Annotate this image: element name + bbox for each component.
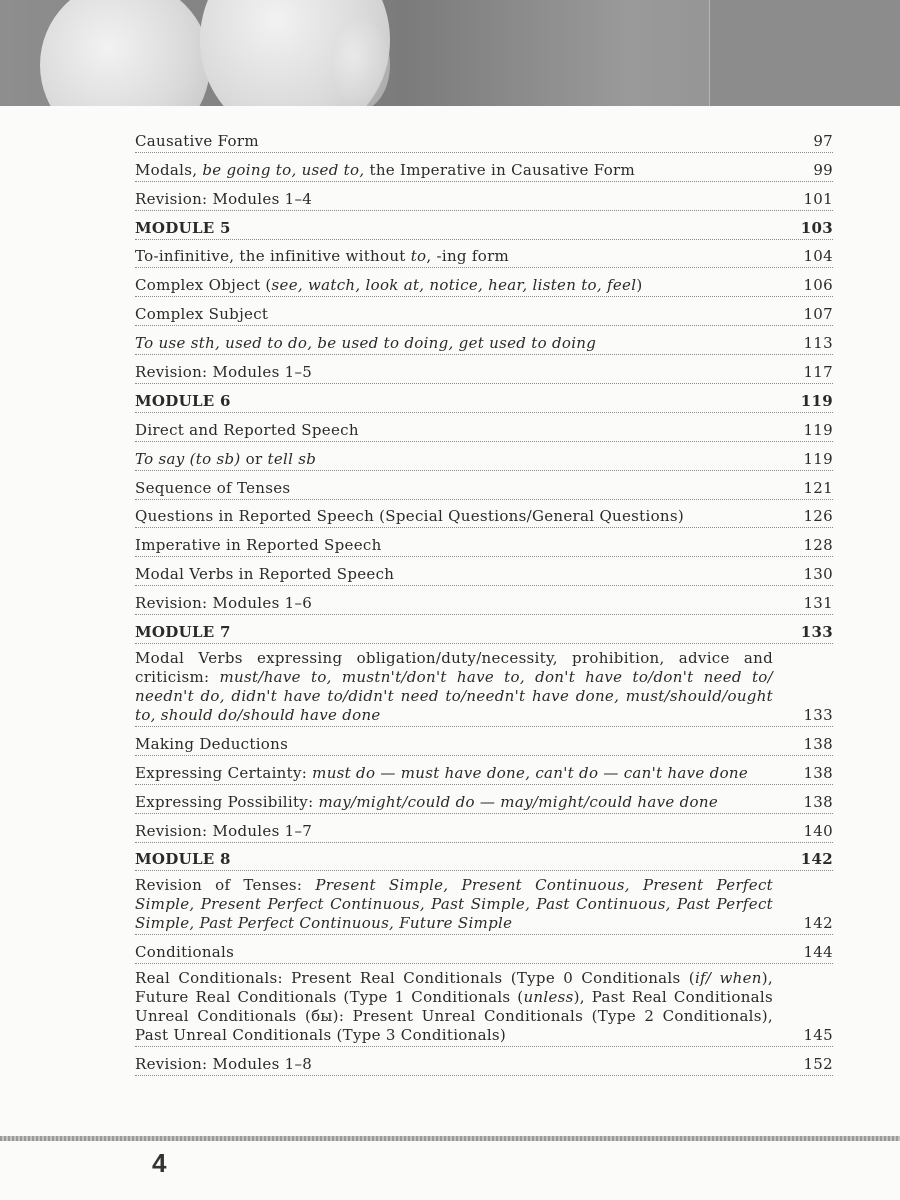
toc-entry — [135, 471, 833, 500]
toc-module-heading — [135, 615, 833, 644]
toc-page-number: 103 — [800, 218, 833, 237]
toc-entry-text: or — [240, 449, 268, 468]
toc-entry-title — [135, 969, 793, 1045]
toc-entry-title — [135, 536, 793, 555]
toc-entry — [135, 528, 833, 557]
toc-entry — [135, 586, 833, 615]
toc-page-number: 140 — [803, 821, 833, 840]
toc-entry-title — [135, 649, 793, 725]
toc-entry-italic-text: be going to, used to, — [202, 160, 365, 179]
toc-entry-italic-text: tell sb — [267, 449, 317, 468]
toc-entry — [135, 326, 833, 355]
toc-entry-text: MODULE 6 — [135, 391, 231, 410]
toc-page-number: 117 — [803, 363, 833, 382]
toc-entry-title — [135, 161, 793, 180]
toc-entry-text: Revision: Modules 1–6 — [135, 594, 313, 613]
toc-entry — [135, 413, 833, 442]
toc-entry-title — [135, 190, 793, 209]
toc-entry-text: Modals, — [135, 160, 203, 179]
toc-page-number: 138 — [803, 763, 833, 782]
toc-entry-text: ), Past Real Conditionals Unreal Conditionals (бы): Present Unreal Conditionals (Type 2 Conditionals), Past Unreal Conditionals (Type 3 Conditionals) — [135, 988, 773, 1045]
toc-entry-text: Questions in Reported Speech (Special Questions/General Questions) — [135, 507, 685, 526]
toc-page-number: 144 — [803, 943, 833, 962]
toc-entry — [135, 297, 833, 326]
toc-page-number: 104 — [803, 247, 833, 266]
toc-page-number: 131 — [803, 594, 833, 613]
toc-page-number: 107 — [803, 305, 833, 324]
toc-page-number: 126 — [803, 507, 833, 526]
toc-entry-text: Conditionals — [135, 943, 235, 962]
toc-entry-text: the Imperative in Causative Form — [364, 160, 636, 179]
toc-entry-title — [135, 793, 793, 812]
toc-entry-text: Revision: Modules 1–5 — [135, 363, 313, 382]
toc-page-number: 138 — [803, 734, 833, 753]
toc-page-number: 119 — [800, 391, 833, 410]
toc-page-number: 119 — [803, 449, 833, 468]
toc-entry-text: Imperative in Reported Speech — [135, 536, 382, 555]
toc-entry-title — [135, 363, 793, 382]
toc-page-number: 128 — [803, 536, 833, 555]
toc-entry — [135, 727, 833, 756]
toc-entry-title — [135, 876, 793, 933]
toc-entry-title — [135, 392, 793, 411]
toc-entry-title — [135, 219, 793, 238]
toc-entry — [135, 935, 833, 964]
toc-page-number: 106 — [803, 276, 833, 295]
page-number: 4 — [152, 1148, 167, 1178]
header-photo-band — [0, 0, 900, 106]
toc-entry-text: Causative Form — [135, 131, 259, 150]
toc-entry — [135, 182, 833, 211]
toc-entry-text: Sequence of Tenses — [135, 478, 291, 497]
toc-page-number: 121 — [803, 478, 833, 497]
toc-page-number: 133 — [803, 706, 833, 725]
toc-entry — [135, 964, 833, 1047]
toc-module-heading — [135, 211, 833, 240]
toc-entry-text: To-infinitive, the infinitive without — [135, 247, 411, 266]
toc-entry-title — [135, 132, 793, 151]
toc-entry-italic-text: see, watch, look at, notice, hear, listen to, feel — [271, 276, 637, 295]
toc-module-heading — [135, 384, 833, 413]
toc-entry-text: Modal Verbs expressing obligation/duty/necessity, prohibition, advice and criticism: — [135, 649, 773, 687]
toc-module-heading — [135, 843, 833, 872]
toc-page-number: 97 — [813, 131, 833, 150]
toc-entry-italic-text: if/ when — [694, 969, 762, 988]
toc-entry-italic-text: To say (to sb) — [135, 449, 241, 468]
toc-page-number: 138 — [803, 792, 833, 811]
toc-entry-title — [135, 850, 793, 869]
toc-entry — [135, 442, 833, 471]
toc-entry — [135, 871, 833, 935]
toc-entry-title — [135, 507, 793, 526]
toc-entry — [135, 500, 833, 529]
toc-entry-title — [135, 334, 793, 353]
toc-entry-title — [135, 276, 793, 295]
toc-entry-text: Direct and Reported Speech — [135, 420, 359, 439]
toc-entry-title — [135, 247, 793, 266]
toc-entry-text: Expressing Possibility: — [135, 792, 319, 811]
flower-petal-image — [330, 20, 390, 106]
toc-page-number: 142 — [803, 914, 833, 933]
toc-entry — [135, 1047, 833, 1076]
footer-rule — [0, 1136, 900, 1141]
toc-page-number: 119 — [803, 420, 833, 439]
toc-entry — [135, 785, 833, 814]
toc-entry-text: MODULE 7 — [135, 623, 231, 642]
toc-entry — [135, 124, 833, 153]
toc-entry-title — [135, 735, 793, 754]
toc-entry — [135, 644, 833, 727]
toc-entry-text: ) — [636, 276, 643, 295]
toc-entry-italic-text: may/might/could do — may/might/could have done — [318, 792, 719, 811]
flower-petal-image — [40, 0, 210, 106]
toc-page-number: 113 — [803, 334, 833, 353]
toc-entry-title — [135, 623, 793, 642]
toc-entry-title — [135, 479, 793, 498]
toc-entry-italic-text: Present Simple, Present Continuous, Present Perfect Simple, Present Perfect Continuous, Past Simple, Past Continuous, Past Perfect Simple, Past Perfect Continuous, Future Simple — [135, 876, 773, 933]
toc-entry-text: Revision: Modules 1–7 — [135, 821, 313, 840]
toc-entry-text: Complex Subject — [135, 305, 269, 324]
toc-entry — [135, 268, 833, 297]
toc-entry — [135, 756, 833, 785]
toc-entry-text: , -ing form — [426, 247, 510, 266]
toc-entry-text: Complex Object ( — [135, 276, 272, 295]
toc-entry-text: Expressing Certainty: — [135, 763, 313, 782]
toc-entry-text: Revision of Tenses: — [135, 876, 316, 895]
toc-entry-title — [135, 450, 793, 469]
toc-entry — [135, 814, 833, 843]
toc-entry-text: MODULE 8 — [135, 850, 231, 869]
toc-entry-text: Making Deductions — [135, 734, 289, 753]
toc-entry-title — [135, 1055, 793, 1074]
toc-page-number: 99 — [813, 160, 833, 179]
toc-entry-text: MODULE 5 — [135, 218, 231, 237]
toc-entry-text: ), Future Real Conditionals (Type 1 Conditionals ( — [135, 969, 774, 1007]
toc-entry-title — [135, 565, 793, 584]
toc-entry-title — [135, 822, 793, 841]
toc-page-number: 152 — [803, 1055, 833, 1074]
toc-entry-text: Real Conditionals: Present Real Conditionals (Type 0 Conditionals ( — [135, 969, 695, 988]
header-side-panel — [709, 0, 900, 106]
toc-page-number: 130 — [803, 565, 833, 584]
toc-entry — [135, 153, 833, 182]
toc-entry-title — [135, 594, 793, 613]
toc-entry-title — [135, 943, 793, 962]
toc-entry-italic-text: must do — must have done, can't do — can't have done — [312, 763, 749, 782]
toc-page-number: 142 — [800, 850, 833, 869]
toc-entry — [135, 240, 833, 269]
toc-entry-text: Modal Verbs in Reported Speech — [135, 565, 395, 584]
toc-entry-italic-text: To use sth, used to do, be used to doing, get used to doing — [135, 334, 597, 353]
table-of-contents — [135, 124, 833, 1076]
toc-entry — [135, 557, 833, 586]
toc-page-number: 133 — [800, 623, 833, 642]
toc-entry-text: Revision: Modules 1–4 — [135, 189, 313, 208]
toc-entry-italic-text: must/have to, mustn't/don't have to, don't have to/don't need to/ needn't do, didn't have to/didn't need to/needn't have done, must/should/ought to, should do/should have done — [135, 668, 773, 725]
toc-page-number: 145 — [803, 1026, 833, 1045]
toc-entry — [135, 355, 833, 384]
toc-entry-title — [135, 421, 793, 440]
toc-entry-italic-text: unless — [523, 988, 574, 1007]
toc-entry-title — [135, 764, 793, 783]
toc-page-number: 101 — [803, 189, 833, 208]
toc-entry-title — [135, 305, 793, 324]
toc-entry-text: Revision: Modules 1–8 — [135, 1055, 313, 1074]
toc-entry-italic-text: to — [410, 247, 427, 266]
